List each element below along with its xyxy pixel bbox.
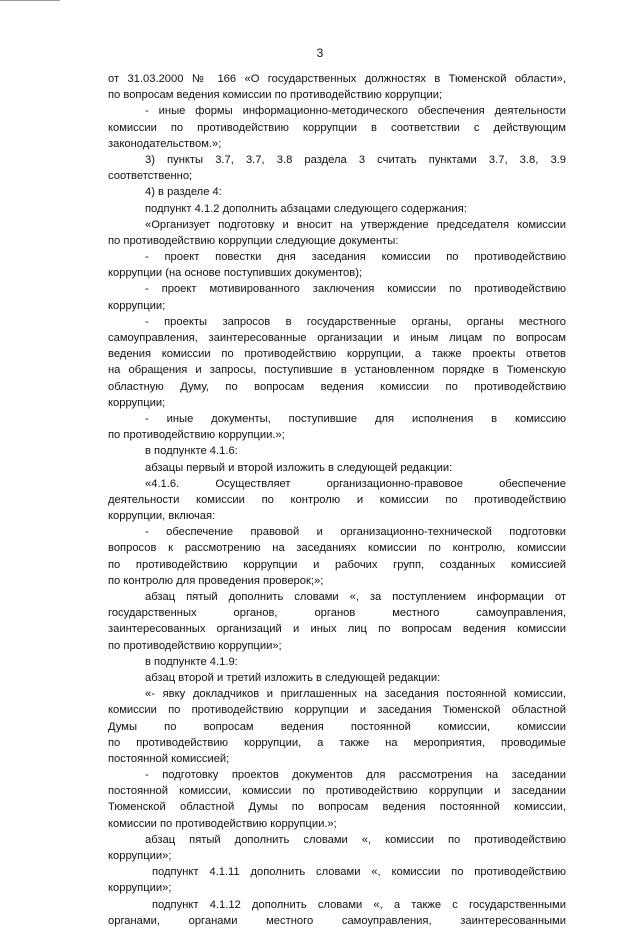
text-line: - проекты запросов в государственные органы, органы местного [145, 315, 566, 328]
text-line: заинтересованных организаций и иных лиц по вопросам ведения комиссии [108, 623, 566, 636]
text-line: самоуправления, заинтересованные организации и иным лицам по вопросам [108, 332, 566, 344]
text-line: комиссии по противодействию коррупции в соответствии с действующим [108, 121, 566, 134]
text-line: органами, органами местного самоуправления, заинтересованными [108, 914, 566, 927]
text-line: коррупции; [108, 396, 166, 409]
text-line: коррупции»; [108, 882, 172, 895]
text-line: постоянной комиссией; [108, 752, 230, 765]
text-line: соответственно; [108, 170, 193, 183]
text-line: по вопросам ведения комиссии по противодействию коррупции; [108, 89, 443, 102]
text-line: «Организует подготовку и вносит на утверждение председателя комиссии [145, 218, 566, 231]
text-line: подпункт 4.1.12 дополнить словами «, а также с государственными [152, 898, 566, 911]
text-line: абзац второй и третий изложить в следующей редакции: [145, 671, 441, 684]
text-line: - иные формы информационно-методического обеспечения деятельности [145, 105, 566, 118]
text-line: в подпункте 4.1.6: [145, 445, 238, 458]
text-line: - подготовку проектов документов для рассмотрения на заседании [145, 769, 566, 782]
text-line: 4) в разделе 4: [145, 186, 222, 199]
text-line: на обращения и запросы, поступившие в установленном порядке в Тюменскую [108, 364, 566, 377]
text-line: подпункт 4.1.11 дополнить словами «, комиссии по противодействию [152, 866, 566, 879]
text-line: - обеспечение правовой и организационно-технической подготовки [145, 526, 566, 539]
text-line: Тюменской областной Думы по вопросам ведения постоянной комиссии, [108, 801, 566, 814]
text-line: ведения комиссии по противодействию коррупции, а также проекты ответов [108, 348, 566, 361]
text-line: коррупции, включая: [108, 510, 216, 523]
page-number: 3 [316, 46, 324, 60]
text-line: по противодействию коррупции и рабочих групп, созданных комиссией [108, 558, 566, 571]
text-line: по противодействию коррупции следующие документы: [108, 234, 399, 247]
text-line: по контролю для проведения проверок;»; [108, 574, 324, 587]
text-line: коррупции; [108, 299, 166, 312]
text-line: абзац пятый дополнить словами «, комиссии по противодействию [145, 833, 566, 846]
text-line: в подпункте 4.1.9: [145, 655, 238, 668]
document-body [108, 71, 566, 929]
text-line: Думы по вопросам ведения постоянной комиссии, комиссии [108, 720, 566, 733]
scan-edge-mark [0, 0, 60, 1]
text-line: деятельности комиссии по контролю и комиссии по противодействию [108, 493, 566, 506]
text-line: комиссии по противодействию коррупции и заседания Тюменской областной [108, 704, 566, 717]
text-line: по противодействию коррупции, а также на мероприятия, проводимые [108, 736, 566, 749]
text-line: абзац пятый дополнить словами «, за поступлением информации от [145, 591, 566, 603]
text-line: коррупции (на основе поступивших документов); [108, 267, 363, 280]
text-line: комиссии по противодействию коррупции.»; [108, 817, 337, 830]
text-line: от 31.03.2000 № 166 «О государственных должностях в Тюменской области», [108, 73, 566, 85]
text-line: по противодействию коррупции»; [108, 639, 282, 652]
text-line: - проект мотивированного заключения комиссии по противодействию [145, 283, 566, 296]
text-line: «4.1.6. Осуществляет организационно-правовое обеспечение [145, 477, 566, 490]
text-line: областную Думу, по вопросам ведения комиссии по противодействию [108, 380, 566, 393]
text-line: постоянной комиссии, комиссии по противодействию коррупции и заседании [108, 785, 566, 798]
text-line: коррупции»; [108, 850, 172, 862]
text-line: по противодействию коррупции.»; [108, 429, 285, 442]
text-line: вопросов к рассмотрению на заседаниях комиссии по контролю, комиссии [108, 542, 566, 555]
text-line: государственных органов, органов местного самоуправления, [108, 607, 566, 620]
text-line: 3) пункты 3.7, 3.7, 3.8 раздела 3 считать пунктами 3.7, 3.8, 3.9 [145, 153, 566, 166]
text-line: подпункт 4.1.2 дополнить абзацами следующего содержания: [145, 202, 467, 215]
text-line: законодательством.»; [108, 137, 222, 150]
text-line: «- явку докладчиков и приглашенных на заседания постоянной комиссии, [145, 688, 566, 701]
text-line: - иные документы, поступившие для исполнения в комиссию [145, 412, 566, 425]
text-line: - проект повестки дня заседания комиссии по противодействию [145, 251, 566, 264]
text-line: абзацы первый и второй изложить в следующей редакции: [145, 461, 453, 474]
